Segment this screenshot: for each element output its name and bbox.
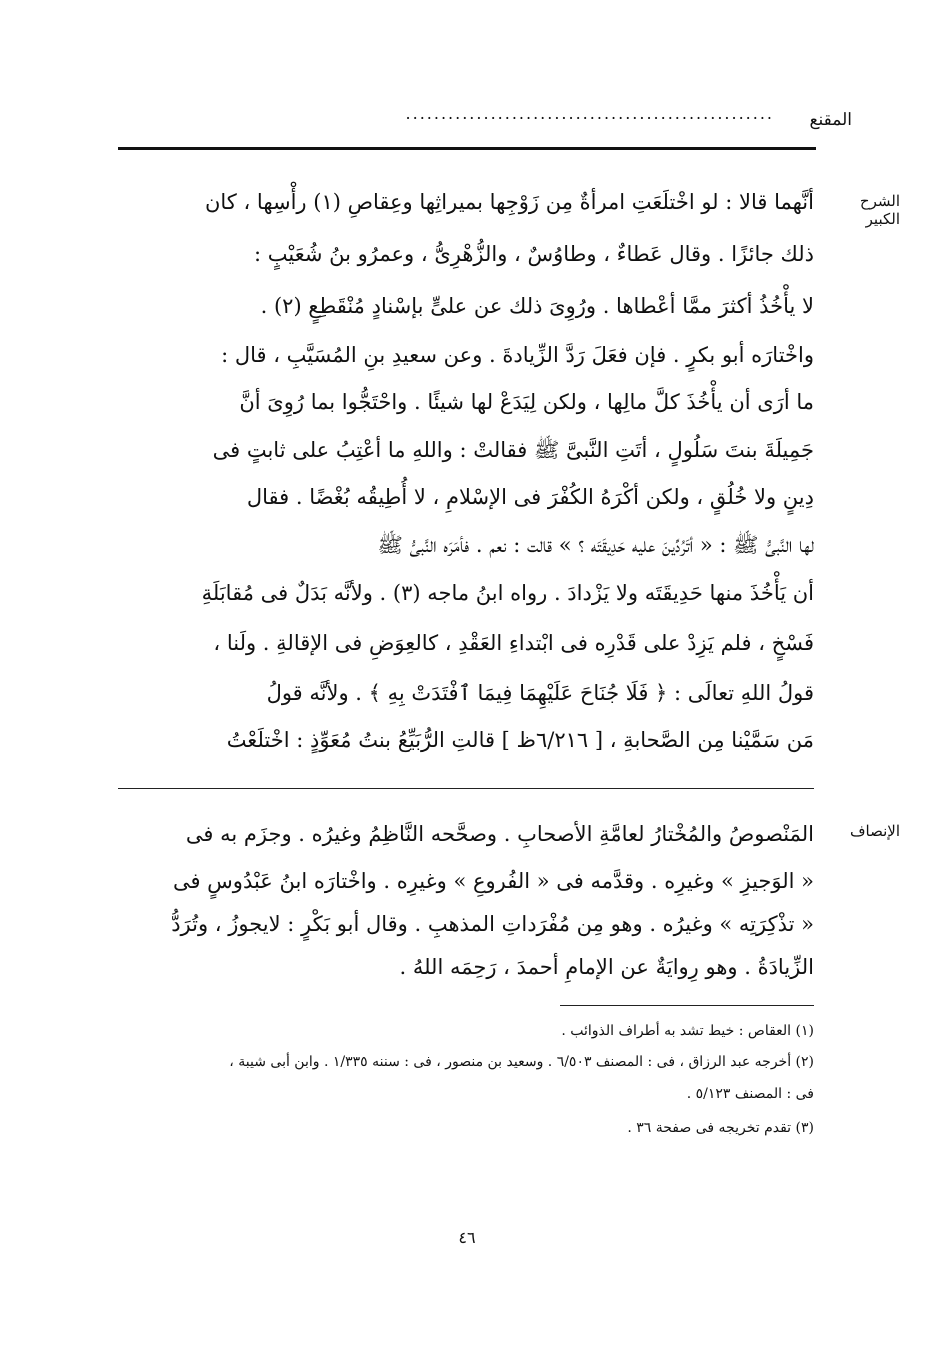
sharh-line: قولُ اللهِ تعالَى : ﴿ فَلَا جُنَاحَ عَلَيْهِمَا فِيمَا ٱفْتَدَتْ بِهِ ﴾ . ولأنَّه قولُ	[266, 681, 814, 705]
running-title: المقنع	[809, 110, 852, 130]
footnote: (٢) أخرجه عبد الرزاق ، فى : المصنف ٦/٥٠٣ . وسعيد بن منصور ، فى : سننه ١/٣٣٥ . وابن أبى شيبة ،	[229, 1054, 814, 1070]
insaf-line: « تذْكِرَتِه » وغيرُه . وهو مِن مُفْرَداتِ المذهبِ . وقال أبو بَكْرٍ : لايجوزُ ، وتُرَدُّ	[171, 912, 814, 936]
sharh-line: ما أرَى أن يأْخُذَ كلَّ مالِها ، ولكن لِيَدَعْ لها شيئًا . واحْتَجُّوا بما رُوِىَ أنَّ	[239, 390, 814, 414]
dot-leader: ....................................................	[405, 104, 774, 123]
insaf-line: الزِّيادَةُ . وهو رِوايَةٌ عن الإمامِ أحمدَ ، رَحِمَه اللهُ .	[399, 955, 814, 979]
sharh-line: ذلك جائزًا . وقال عَطاءٌ ، وطاوُسٌ ، والزُّهْرِىُّ ، وعمرُو بنُ شُعَيْبٍ :	[254, 242, 814, 266]
sharh-line: أنَّهما قالا : لو اخْتلَعَتِ امرأةٌ مِن زَوْجِها بميراثِها وعِقاصِ (١) رأْسِها ، كان	[204, 190, 814, 214]
insaf-label: الإنصاف	[849, 822, 900, 840]
page-number: ٤٦	[458, 1228, 476, 1247]
sharh-line: واخْتارَه أبو بكرٍ . فإن فعَلَ رَدَّ الزِّيادةَ . وعن سعيدِ بنِ المُسَيَّبِ ، قال :	[221, 343, 814, 367]
footnote-rule	[560, 1005, 814, 1006]
sharh-line: جَمِيلَةَ بنتَ سَلُولٍ ، أتَتِ النَّبىَّ ﷺ فقالتْ : واللهِ ما أعْتِبُ على ثابتٍ فى	[212, 438, 814, 462]
insaf-line: « الوَجيزِ » وغيرِه . وقدَّمه فى « الفُروعِ » وغيرِه . واخْتارَه ابنُ عَبْدُوسٍ فى	[172, 869, 814, 893]
section-divider	[118, 788, 814, 789]
sharh-line: لها النَّبىُّ ﷺ : « أتَرُدِّينَ عليه حَدِيقَتَه ؟ » قالت : نعم . فأمَرَه النَّبىُّ ﷺ	[377, 533, 814, 557]
sharh-line: دِينٍ ولا خُلُقٍ ، ولكن أكْرَهُ الكُفْرَ فى الإسْلامِ ، لا أُطِيقُه بُغْضًا . فقال	[246, 485, 814, 509]
sharh-line: فَسْخٍ ، فلم يَزِدْ على قَدْرِه فى ابْتداءِ العَقْدِ ، كالعِوَضِ فى الإقالةِ . ولَنا ،	[213, 631, 814, 655]
header-rule	[118, 147, 816, 150]
sharh-line: مَن سَمَّيْنا مِن الصَّحابةِ ، [ ٦/٢١٦ظ ] قالتِ الرُّبَيِّعُ بنتُ مُعَوِّذٍ : اخْتلَعْتُ	[226, 728, 814, 752]
footnote: فى : المصنف ٥/١٢٣ .	[686, 1086, 814, 1102]
sharh-line: أن يَأْخُذَ منها حَدِيقَتَه ولا يَزْدادَ . رواه ابنُ ماجه (٣) . ولأنَّه بَدَلٌ فى مُقابَلَةِ	[201, 581, 814, 605]
sharh-label: الشرح الكبير	[859, 192, 900, 228]
footnote: (٣) تقدم تخريجه فى صفحة ٣٦ .	[627, 1120, 814, 1136]
footnote: (١) العقاص : خيط تشد به أطراف الذوائب .	[561, 1023, 814, 1039]
sharh-line: لا يأْخُذُ أكثرَ ممَّا أعْطاها . ورُوِىَ ذلك عن علىٍّ بإسْنادٍ مُنْقَطِعٍ (٢) .	[260, 294, 814, 318]
insaf-line: المَنْصوصُ والمُخْتارُ لعامَّةِ الأصحابِ . وصحَّحه النَّاظِمُ وغيرُه . وجزَم به فى	[185, 822, 814, 846]
